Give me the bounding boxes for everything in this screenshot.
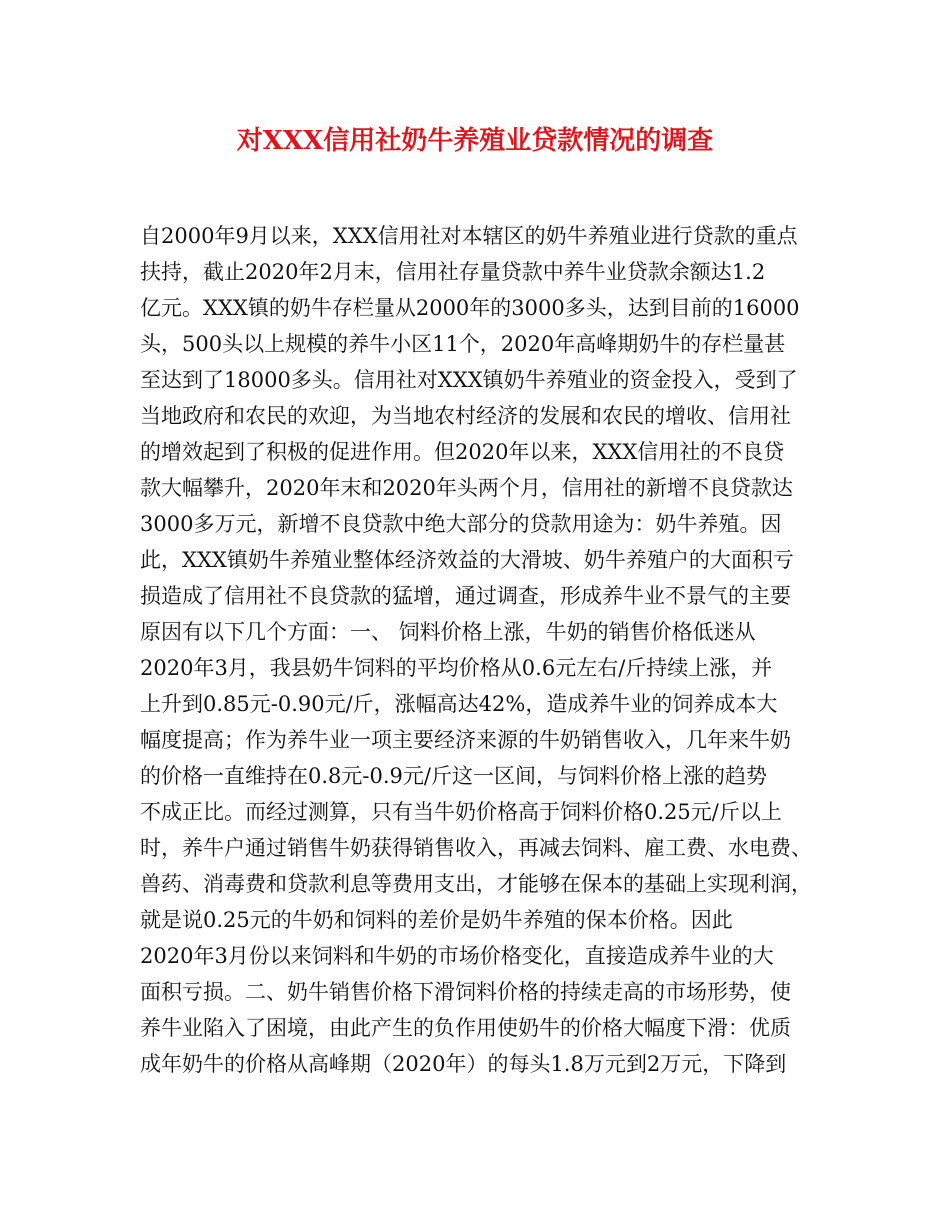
body-text-line: 此，XXX镇奶牛养殖业整体经济效益的大滑坡、奶牛养殖户的大面积亏 [140, 548, 794, 572]
body-text-line: 的增效起到了积极的促进作用。但2020年以来，XXX信用社的不良贷 [140, 440, 785, 464]
body-text-line: 成年奶牛的价格从高峰期（2020年）的每头1.8万元到2万元，下降到 [140, 1052, 787, 1076]
body-text-line: 不成正比。而经过测算，只有当牛奶价格高于饲料价格0.25元/斤以上 [140, 800, 782, 824]
body-text-line: 损造成了信用社不良贷款的猛增，通过调查，形成养牛业不景气的主要 [140, 584, 791, 608]
body-text-line: 2020年3月，我县奶牛饲料的平均价格从0.6元左右/斤持续上涨，并 [140, 656, 773, 680]
document-title: 对XXX信用社奶牛养殖业贷款情况的调查 [236, 126, 714, 156]
body-text-line: 原因有以下几个方面：一、 饲料价格上涨，牛奶的销售价格低迷从 [140, 620, 756, 644]
body-text-line: 款大幅攀升，2020年末和2020年头两个月，信用社的新增不良贷款达 [140, 476, 793, 500]
body-text-line: 兽药、消毒费和贷款利息等费用支出，才能够在保本的基础上实现利润， [140, 872, 812, 896]
body-text-line: 头，500头以上规模的养牛小区11个，2020年高峰期奶牛的存栏量甚 [140, 332, 786, 356]
body-text-line: 养牛业陷入了困境，由此产生的负作用使奶牛的价格大幅度下滑：优质 [140, 1016, 791, 1040]
body-text-line: 至达到了18000多头。信用社对XXX镇奶牛养殖业的资金投入，受到了 [140, 368, 798, 392]
body-text-line: 扶持，截止2020年2月末，信用社存量贷款中养牛业贷款余额达1.2 [140, 260, 766, 284]
body-text-line: 幅度提高；作为养牛业一项主要经济来源的牛奶销售收入，几年来牛奶 [140, 728, 791, 752]
body-text-line: 当地政府和农民的欢迎，为当地农村经济的发展和农民的增收、信用社 [140, 404, 791, 428]
body-text-line: 3000多万元，新增不良贷款中绝大部分的贷款用途为：奶牛养殖。因 [140, 512, 782, 536]
document-body [140, 218, 820, 1082]
body-text-line: 亿元。XXX镇的奶牛存栏量从2000年的3000多头，达到目前的16000 [140, 296, 800, 320]
body-text-line: 就是说0.25元的牛奶和饲料的差价是奶牛养殖的保本价格。因此 [140, 908, 733, 932]
body-text-line: 自2000年9月以来，XXX信用社对本辖区的奶牛养殖业进行贷款的重点 [140, 224, 798, 248]
body-text-line: 时，养牛户通过销售牛奶获得销售收入，再减去饲料、雇工费、水电费、 [140, 836, 812, 860]
body-text-line: 上升到0.85元-0.90元/斤，涨幅高达42%，造成养牛业的饲养成本大 [140, 692, 778, 716]
body-text-line: 2020年3月份以来饲料和牛奶的市场价格变化，直接造成养牛业的大 [140, 944, 774, 968]
body-text-line: 的价格一直维持在0.8元-0.9元/斤这一区间，与饲料价格上涨的趋势 [140, 764, 767, 788]
body-text-line: 面积亏损。二、奶牛销售价格下滑饲料价格的持续走高的市场形势，使 [140, 980, 791, 1004]
